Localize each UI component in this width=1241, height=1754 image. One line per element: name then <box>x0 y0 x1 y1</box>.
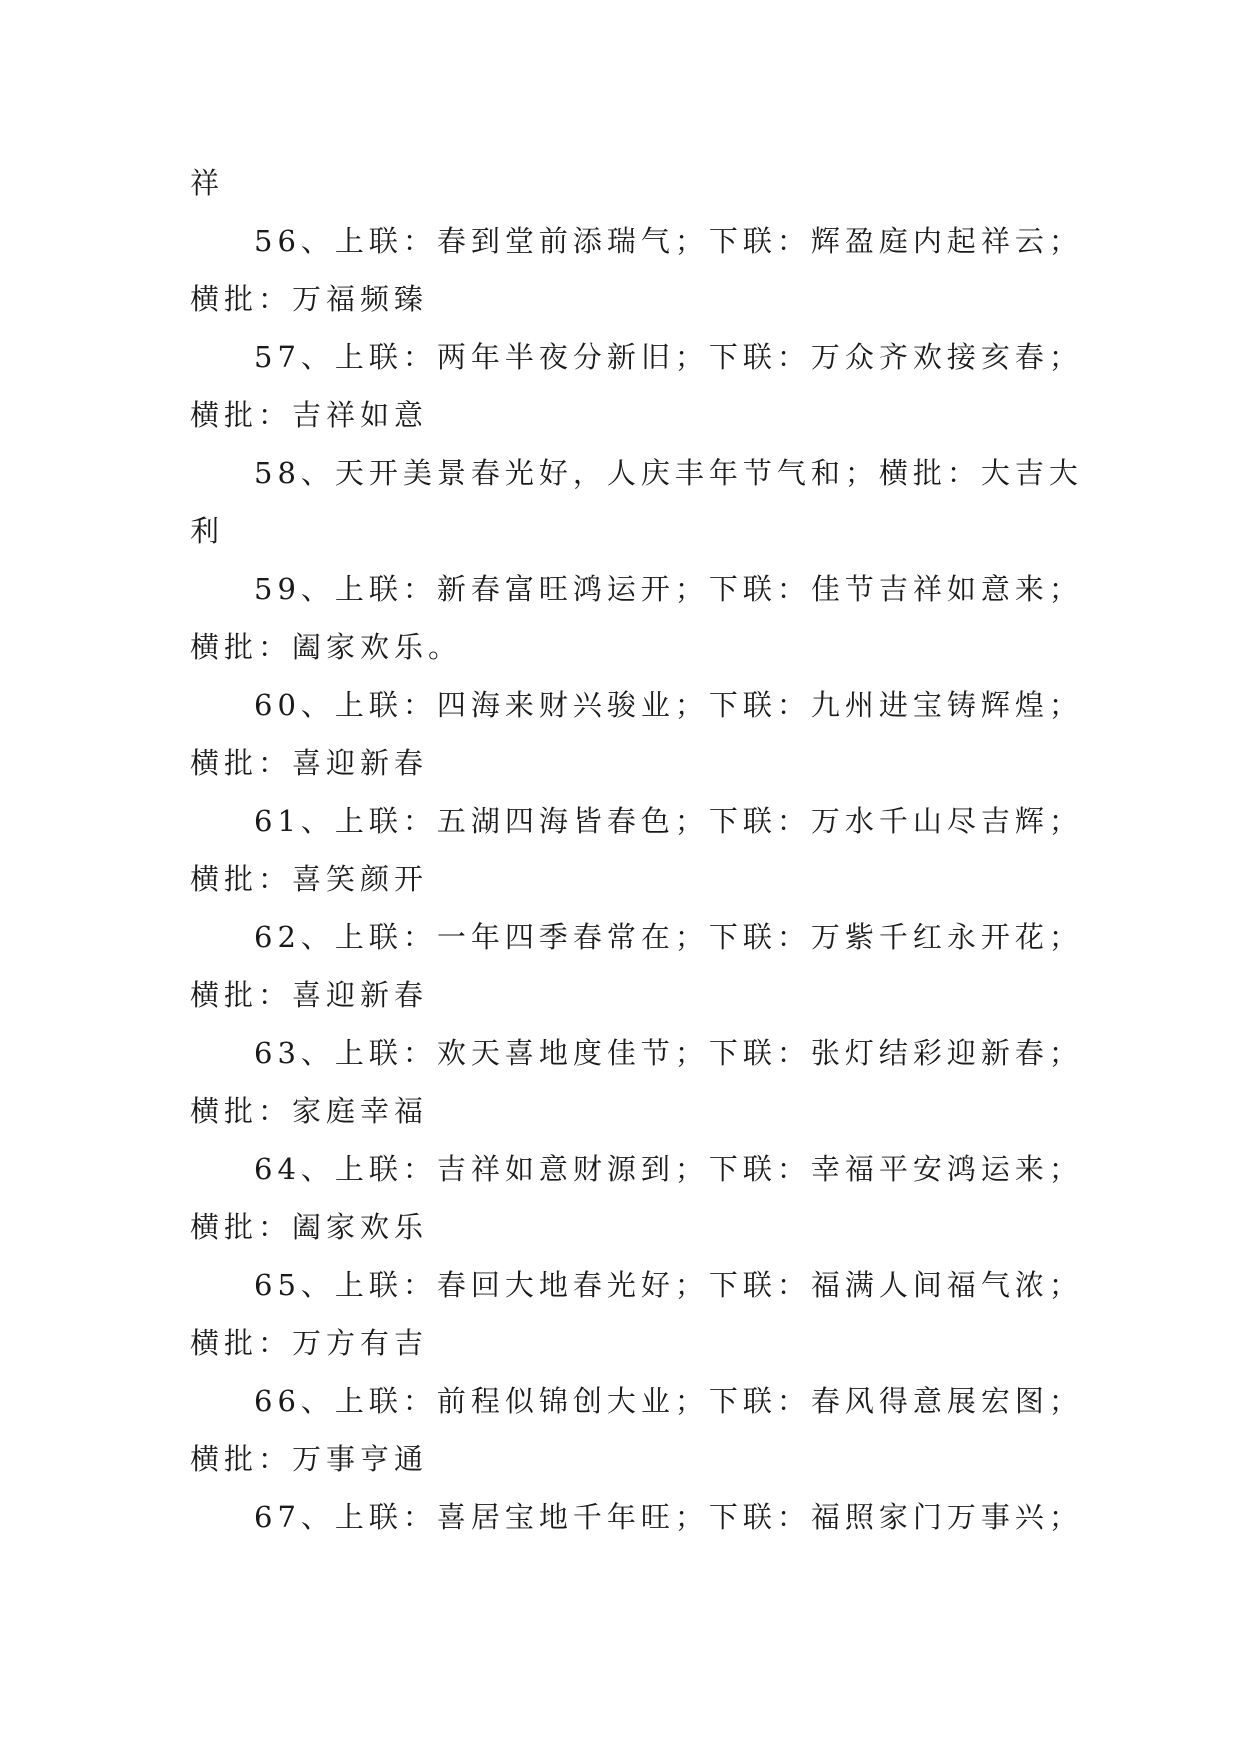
text-line: 64、上联：吉祥如意财源到；下联：幸福平安鸿运来； <box>254 1152 1083 1186</box>
text-line: 56、上联：春到堂前添瑞气；下联：辉盈庭内起祥云； <box>254 224 1083 258</box>
text-line: 58、天开美景春光好，人庆丰年节气和；横批：大吉大 <box>254 456 1083 490</box>
text-line: 横批：喜迎新春 <box>190 746 429 780</box>
text-line: 横批：万事亨通 <box>190 1442 429 1476</box>
text-line: 61、上联：五湖四海皆春色；下联：万水千山尽吉辉； <box>254 804 1083 838</box>
text-line: 横批：万方有吉 <box>190 1326 429 1360</box>
text-line: 67、上联：喜居宝地千年旺；下联：福照家门万事兴； <box>254 1500 1083 1534</box>
text-line: 横批：喜迎新春 <box>190 978 429 1012</box>
text-line: 57、上联：两年半夜分新旧；下联：万众齐欢接亥春； <box>254 340 1083 374</box>
text-line: 祥 <box>190 166 225 200</box>
text-line: 横批：喜笑颜开 <box>190 862 429 896</box>
text-line: 66、上联：前程似锦创大业；下联：春风得意展宏图； <box>254 1384 1083 1418</box>
text-line: 横批：阖家欢乐。 <box>190 630 463 664</box>
text-line: 62、上联：一年四季春常在；下联：万紫千红永开花； <box>254 920 1083 954</box>
text-line: 横批：家庭幸福 <box>190 1094 429 1128</box>
text-line: 利 <box>190 514 225 548</box>
text-line: 65、上联：春回大地春光好；下联：福满人间福气浓； <box>254 1268 1083 1302</box>
text-line: 横批：阖家欢乐 <box>190 1210 429 1244</box>
text-line: 63、上联：欢天喜地度佳节；下联：张灯结彩迎新春； <box>254 1036 1083 1070</box>
document-body <box>190 154 1083 1546</box>
text-line: 横批：吉祥如意 <box>190 398 429 432</box>
text-line: 60、上联：四海来财兴骏业；下联：九州进宝铸辉煌； <box>254 688 1083 722</box>
text-line: 横批：万福频臻 <box>190 282 429 316</box>
text-line: 59、上联：新春富旺鸿运开；下联：佳节吉祥如意来； <box>254 572 1083 606</box>
